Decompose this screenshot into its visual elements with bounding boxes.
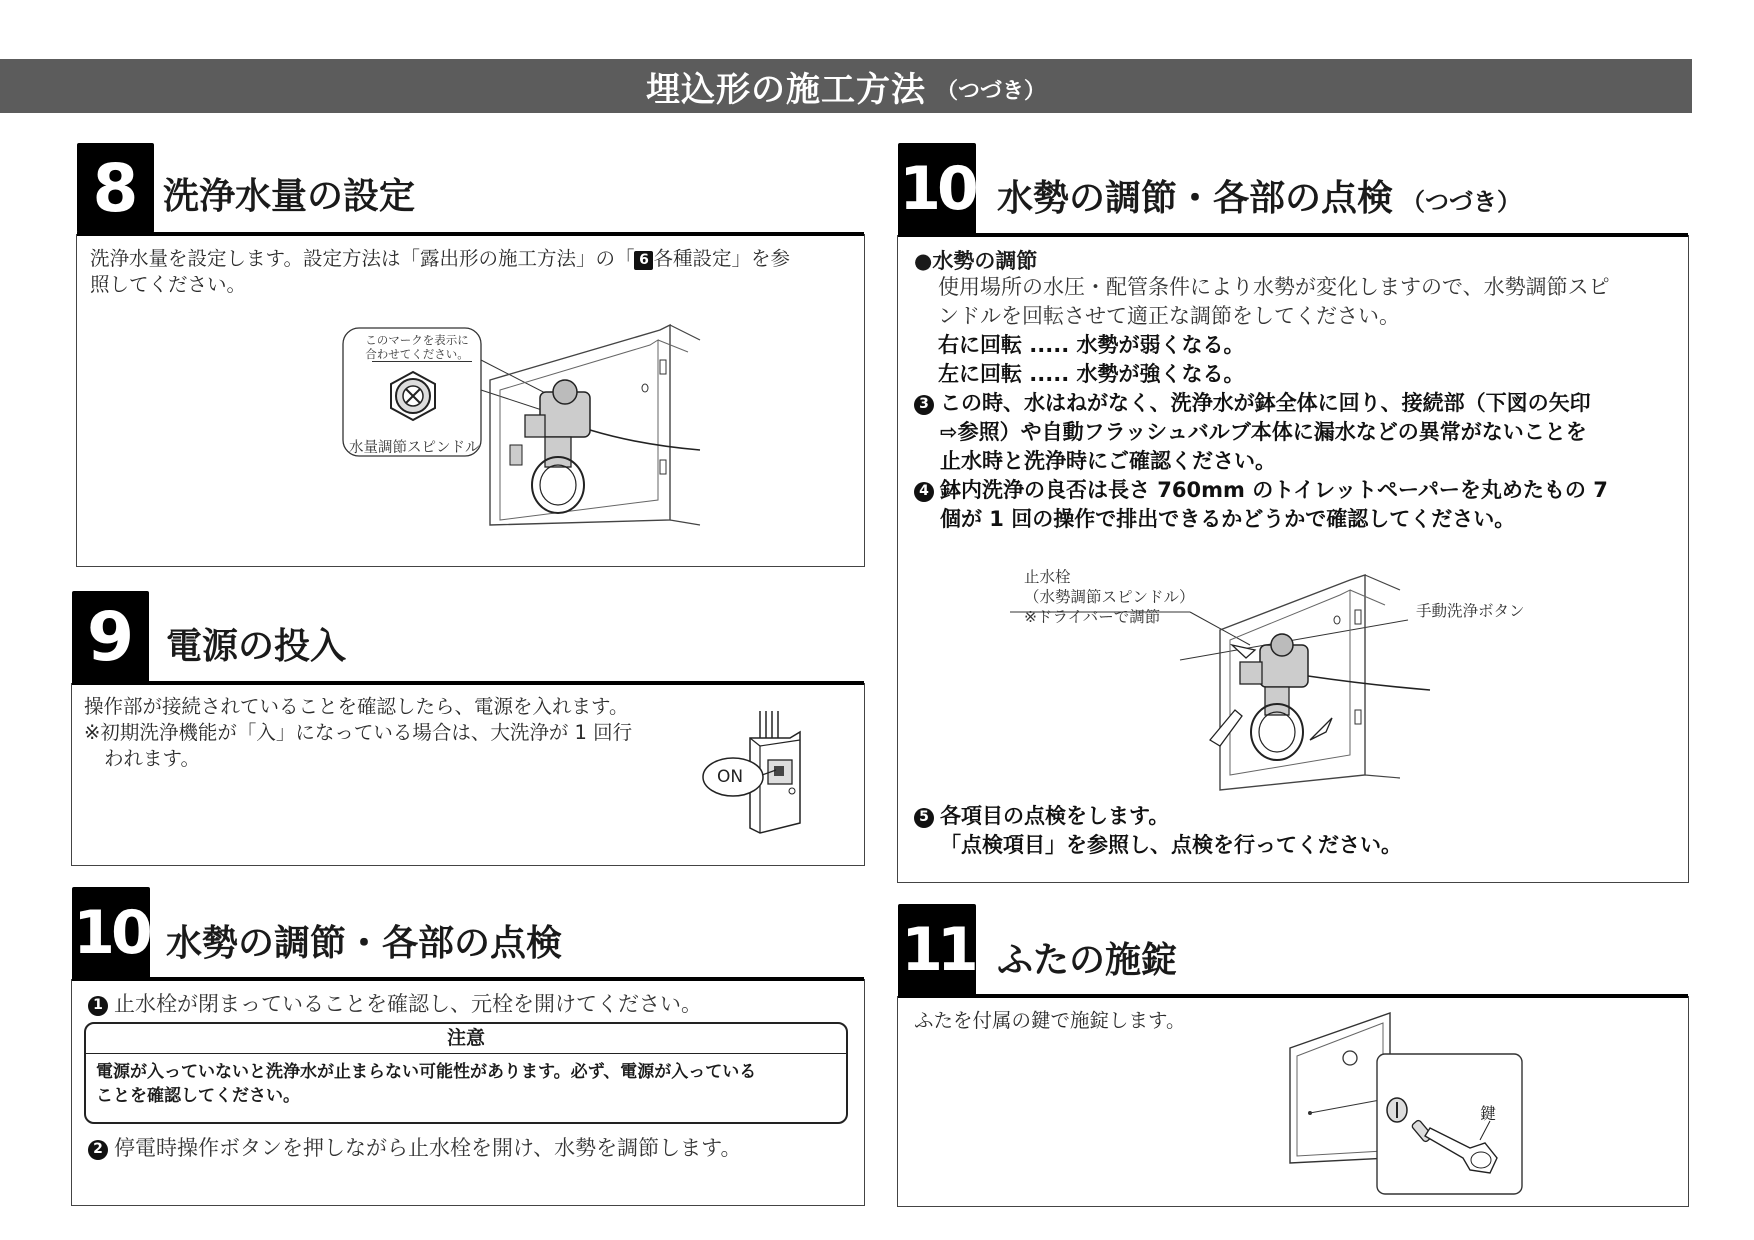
section-10b-step5 — [914, 802, 1402, 860]
step-2-badge — [88, 1140, 108, 1160]
valve-label-line3: ※ドライバーで調節 — [1024, 608, 1161, 626]
step-3-line2: ⇨参照）や自動フラッシュバルブ本体に漏水などの異常がないことを — [940, 420, 1587, 444]
section-10b-para — [938, 273, 1610, 331]
spindle-label: 水量調節スピンドル — [349, 440, 480, 456]
caution-line1: 電源が入っていないと洗浄水が止まらない可能性があります。必ず、電源が入っている — [96, 1062, 757, 1082]
step-5-badge — [914, 808, 934, 828]
rotate-left-text: 左に回転 ..... 水勢が強くなる。 — [938, 362, 1245, 386]
caution-box — [84, 1022, 848, 1124]
section-9-title: 電源の投入 — [166, 626, 347, 667]
step-4-num: 4 — [919, 483, 929, 499]
key-label: 鍵 — [1480, 1104, 1497, 1123]
section-11-title: ふたの施錠 — [997, 940, 1178, 981]
page-banner — [0, 59, 1692, 113]
step-4-line2: 個が 1 回の操作で排出できるかどうかで確認してください。 — [940, 507, 1516, 531]
section-10b-number-text: 10 — [899, 154, 975, 224]
step-3-line3: 止水時と洗浄時にご確認ください。 — [940, 449, 1276, 473]
ref-number: 6 — [639, 252, 649, 268]
step-2-text: 停電時操作ボタンを押しながら止水栓を開け、水勢を調節します。 — [114, 1136, 742, 1160]
step-2-num: 2 — [93, 1141, 103, 1157]
callout-line-1: このマークを表示に — [365, 333, 469, 347]
para-line2: ンドルを回転させて適正な調節をしてください。 — [938, 304, 1400, 328]
section-11-number-text: 11 — [901, 915, 973, 985]
section-10b-title — [997, 170, 1521, 221]
banner-title: 埋込形の施工方法 — [645, 69, 926, 110]
banner-subtitle: （つづき） — [935, 78, 1046, 104]
section-10-number-text: 10 — [73, 898, 149, 968]
caution-body — [86, 1054, 846, 1114]
ref-number-badge — [634, 251, 653, 270]
valve-label-line1: 止水栓 — [1024, 568, 1071, 586]
section-11-number — [898, 904, 976, 996]
step-4-line1: 鉢内洗浄の良否は長さ 760mm のトイレットペーパーを丸めたもの 7 — [940, 478, 1608, 502]
section-9-line1: 操作部が接続されていることを確認したら、電源を入れます。 — [84, 695, 629, 718]
section-8-text-part2: 各種設定」を参 — [653, 247, 790, 270]
step-3-line1: この時、水はねがなく、洗浄水が鉢全体に回り、接続部（下図の矢印 — [940, 391, 1591, 415]
section-10b-number — [898, 143, 976, 235]
section-9-line3: われます。 — [104, 747, 200, 770]
section-8-number-text: 8 — [92, 149, 139, 227]
rotate-right-text: 右に回転 ..... 水勢が弱くなる。 — [938, 333, 1245, 357]
flush-button-label: 手動洗浄ボタン — [1416, 602, 1525, 620]
section-8-text — [90, 246, 860, 298]
section-8-number — [77, 143, 154, 233]
step-3-badge — [914, 395, 934, 415]
section-10-step2 — [88, 1134, 741, 1163]
callout-underline — [372, 361, 472, 362]
step-1-num: 1 — [93, 997, 103, 1013]
section-10-title: 水勢の調節・各部の点検 — [166, 923, 563, 964]
section-10b-step3 — [914, 389, 1591, 476]
spindle-hex-icon — [391, 372, 435, 420]
caution-line2: ことを確認してください。 — [96, 1086, 300, 1106]
section-10-step1 — [88, 990, 702, 1019]
rotation-lines — [938, 331, 1245, 389]
on-label: ON — [717, 767, 744, 787]
section-9-line2: ※初期洗浄機能が「入」になっている場合は、大洗浄が 1 回行 — [84, 721, 633, 744]
para-line1: 使用場所の水圧・配管条件により水勢が変化しますので、水勢調節スピ — [938, 275, 1610, 299]
step-4-badge — [914, 482, 934, 502]
section-8-text-part1: 洗浄水量を設定します。設定方法は「露出形の施工方法」の「 — [90, 247, 635, 270]
section-11-text: ふたを付属の鍵で施錠します。 — [914, 1009, 1186, 1032]
section-9-number — [72, 591, 149, 683]
lock-illustration — [1285, 1008, 1545, 1198]
section-9-text — [84, 694, 632, 772]
step-1-text: 止水栓が閉まっていることを確認し、元栓を開けてください。 — [114, 992, 702, 1016]
step-1-badge — [88, 996, 108, 1016]
step-5-line1: 各項目の点検をします。 — [940, 804, 1170, 828]
step-3-num: 3 — [919, 396, 929, 412]
section-10b-heading: ●水勢の調節 — [914, 249, 1038, 273]
step-5-line2: 「点検項目」を参照し、点検を行ってください。 — [940, 833, 1402, 857]
valve-label-line2: （水勢調節スピンドル） — [1024, 588, 1195, 606]
callout-text — [352, 333, 482, 361]
section-10b-step4 — [914, 476, 1608, 534]
section-9-number-text: 9 — [86, 597, 135, 677]
valve-illustration — [1010, 550, 1530, 795]
section-8-text-line2: 照してください。 — [90, 273, 247, 296]
section-10-number — [72, 887, 150, 979]
section-8-title: 洗浄水量の設定 — [163, 176, 416, 217]
section-10b-title-main: 水勢の調節・各部の点検 — [997, 178, 1394, 219]
caution-heading: 注意 — [86, 1024, 846, 1054]
section-10b-title-sub: （つづき） — [1401, 188, 1522, 216]
step-5-num: 5 — [919, 809, 929, 825]
callout-line-2: 合わせてください。 — [365, 347, 469, 361]
